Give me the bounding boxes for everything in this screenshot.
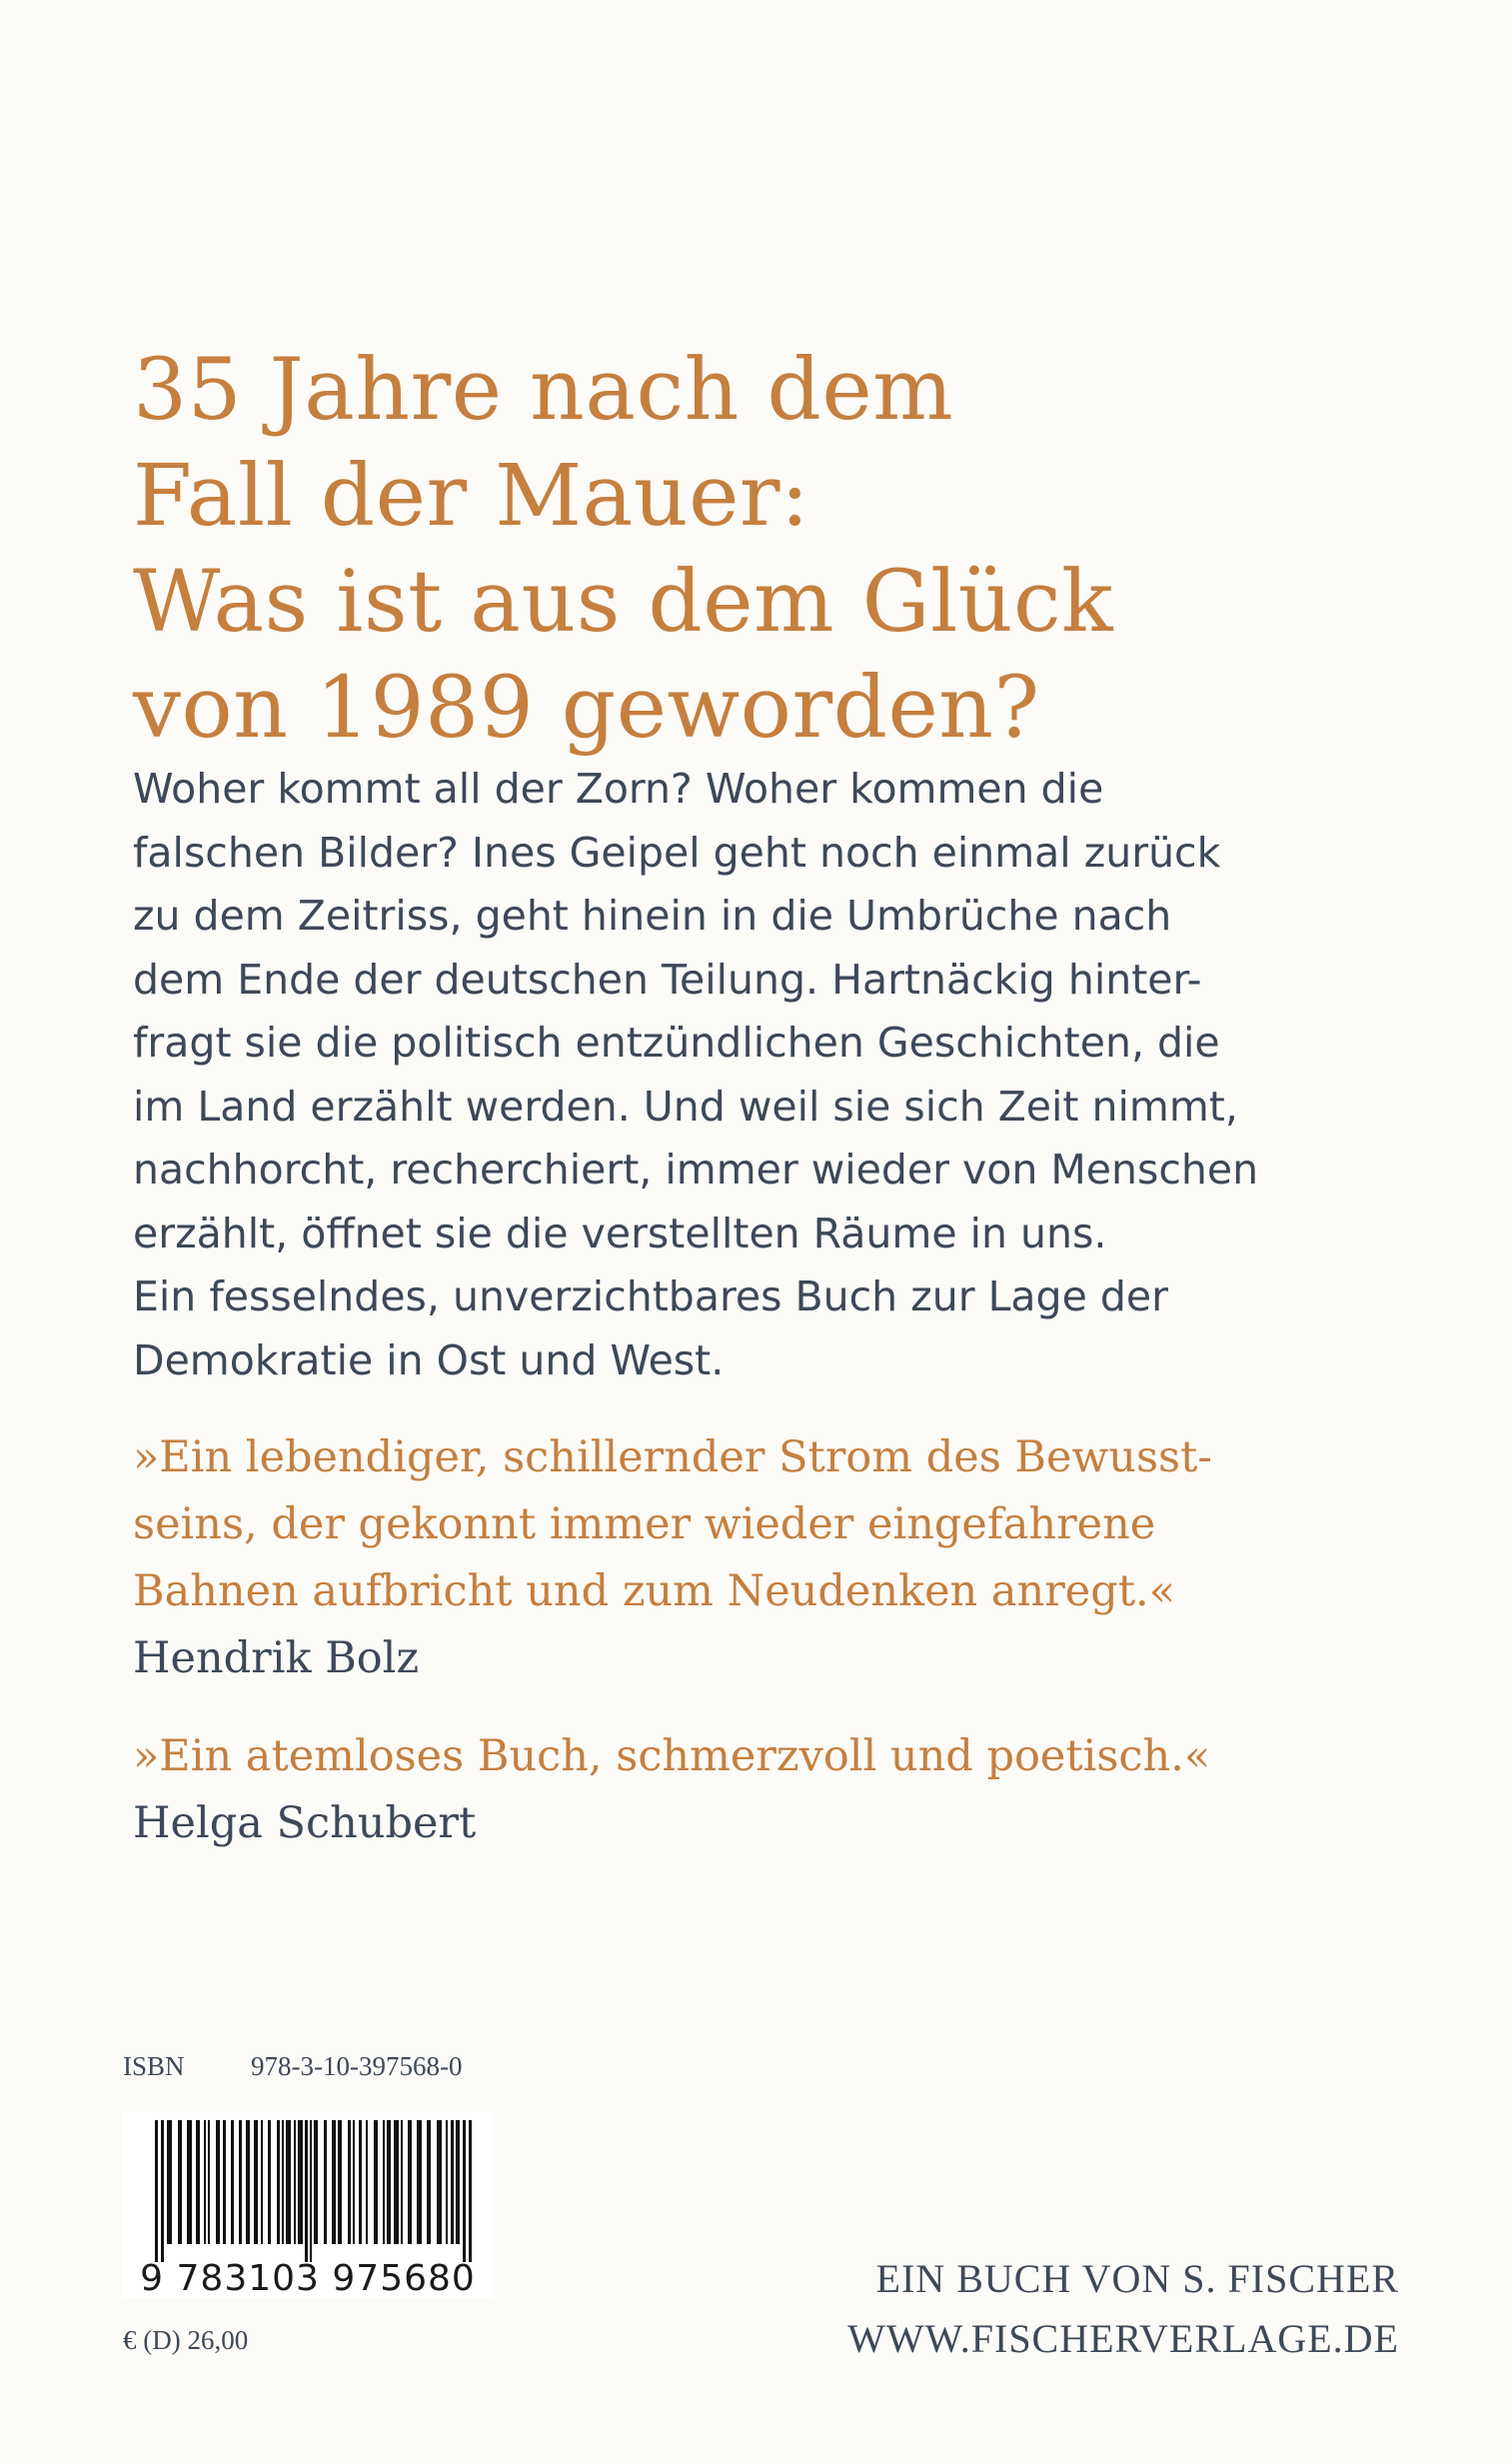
blurb-line: erzählt, öffnet sie die verstellten Räume in uns. xyxy=(133,1209,1107,1257)
barcode-bar xyxy=(167,2120,172,2244)
isbn-label: ISBN xyxy=(123,2051,185,2081)
press-quote xyxy=(133,1424,1392,1692)
barcode-bar xyxy=(216,2120,220,2244)
barcode-bar xyxy=(204,2120,206,2244)
headline-line: 35 Jahre nach dem xyxy=(133,341,954,440)
headline-line: von 1989 geworden? xyxy=(133,659,1040,758)
barcode-bar xyxy=(359,2120,362,2244)
quote-author: Hendrik Bolz xyxy=(133,1633,420,1683)
barcode-bar xyxy=(286,2120,291,2244)
press-quote xyxy=(133,1723,1392,1857)
barcode-bar xyxy=(314,2120,318,2244)
quote-text xyxy=(133,1723,1392,1790)
barcode-bar xyxy=(196,2120,200,2244)
isbn-number: 978-3-10-397568-0 xyxy=(251,2051,463,2081)
barcode-bar xyxy=(469,2120,472,2262)
barcode-graphic xyxy=(123,2112,493,2298)
barcode-bar xyxy=(268,2120,271,2244)
headline xyxy=(133,338,1382,762)
barcode-bar xyxy=(374,2120,378,2244)
quote-text xyxy=(133,1424,1392,1625)
blurb-line: zu dem Zeitriss, geht hinein in die Umbrüche nach xyxy=(133,892,1172,940)
blurb-line: im Land erzählt werden. Und weil sie sich Zeit nimmt, xyxy=(133,1082,1238,1131)
barcode-bar xyxy=(451,2120,454,2244)
price: € (D) 26,00 xyxy=(123,2325,249,2355)
blurb-line: Ein fesselndes, unverzichtbares Buch zur Lage der xyxy=(133,1272,1168,1320)
barcode-bar xyxy=(437,2120,442,2244)
barcode-bar xyxy=(187,2120,192,2244)
barcode-bar xyxy=(401,2120,403,2244)
barcode-bar xyxy=(155,2120,158,2262)
blurb-line: falschen Bilder? Ines Geipel geht noch einmal zurück xyxy=(133,828,1221,877)
blurb-line: fragt sie die politisch entzündlichen Geschichten, die xyxy=(133,1019,1220,1067)
blurb-line: dem Ende der deutschen Teilung. Hartnäckig hinter- xyxy=(133,955,1202,1004)
quote-line: Bahnen aufbricht und zum Neudenken anregt.« xyxy=(133,1566,1176,1616)
barcode-bar xyxy=(348,2120,351,2244)
barcode-bar xyxy=(294,2120,296,2244)
publisher-line: EIN BUCH VON S. FISCHER xyxy=(875,2256,1399,2301)
barcode-bar xyxy=(366,2120,368,2244)
barcode-bar xyxy=(231,2120,234,2244)
barcode-bar xyxy=(282,2120,284,2244)
quote-author: Helga Schubert xyxy=(133,1798,477,1848)
publisher-imprint xyxy=(847,2249,1399,2369)
barcode-bar xyxy=(208,2120,210,2244)
barcode-bar xyxy=(178,2120,182,2244)
blurb-line: Woher kommt all der Zorn? Woher kommen die xyxy=(133,765,1104,813)
barcode-bar xyxy=(305,2120,308,2262)
barcode-bar xyxy=(324,2120,327,2244)
quote-line: seins, der gekonnt immer wieder eingefahrene xyxy=(133,1499,1156,1549)
barcode-bar xyxy=(298,2120,303,2244)
headline-line: Was ist aus dem Glück xyxy=(133,553,1114,652)
barcode-bar xyxy=(161,2120,164,2262)
barcode-bar xyxy=(277,2120,280,2244)
blurb-text xyxy=(133,758,1392,1392)
barcode-bar xyxy=(446,2120,448,2244)
barcode-bar xyxy=(387,2120,391,2244)
barcode-bar xyxy=(383,2120,385,2244)
barcode-bar xyxy=(239,2120,242,2244)
quote-line: »Ein lebendiger, schillernder Strom des Bewusst- xyxy=(133,1432,1212,1482)
barcode-bar xyxy=(338,2120,342,2244)
barcode-bar xyxy=(254,2120,258,2244)
barcode xyxy=(123,2112,493,2298)
barcode-digits: 9 783103 975680 xyxy=(140,2258,476,2298)
barcode-bar xyxy=(246,2120,250,2244)
barcode-bar xyxy=(261,2120,263,2244)
barcode-bar xyxy=(427,2120,431,2244)
barcode-bar xyxy=(456,2120,460,2244)
barcode-bar xyxy=(353,2120,355,2244)
barcode-bar xyxy=(394,2120,399,2244)
blurb-line: nachhorcht, recherchiert, immer wieder von Menschen xyxy=(133,1146,1259,1194)
barcode-bar xyxy=(223,2120,226,2244)
headline-line: Fall der Mauer: xyxy=(133,447,810,546)
barcode-bar xyxy=(310,2120,312,2262)
quote-line: »Ein atemloses Buch, schmerzvoll und poetisch.« xyxy=(133,1731,1211,1781)
isbn xyxy=(123,2051,462,2082)
barcode-bar xyxy=(408,2120,412,2244)
barcode-bar xyxy=(463,2120,466,2262)
barcode-bar xyxy=(417,2120,422,2244)
publisher-url: WWW.FISCHERVERLAGE.DE xyxy=(847,2316,1399,2361)
blurb-line: Demokratie in Ost und West. xyxy=(133,1335,725,1384)
barcode-bar xyxy=(332,2120,336,2244)
